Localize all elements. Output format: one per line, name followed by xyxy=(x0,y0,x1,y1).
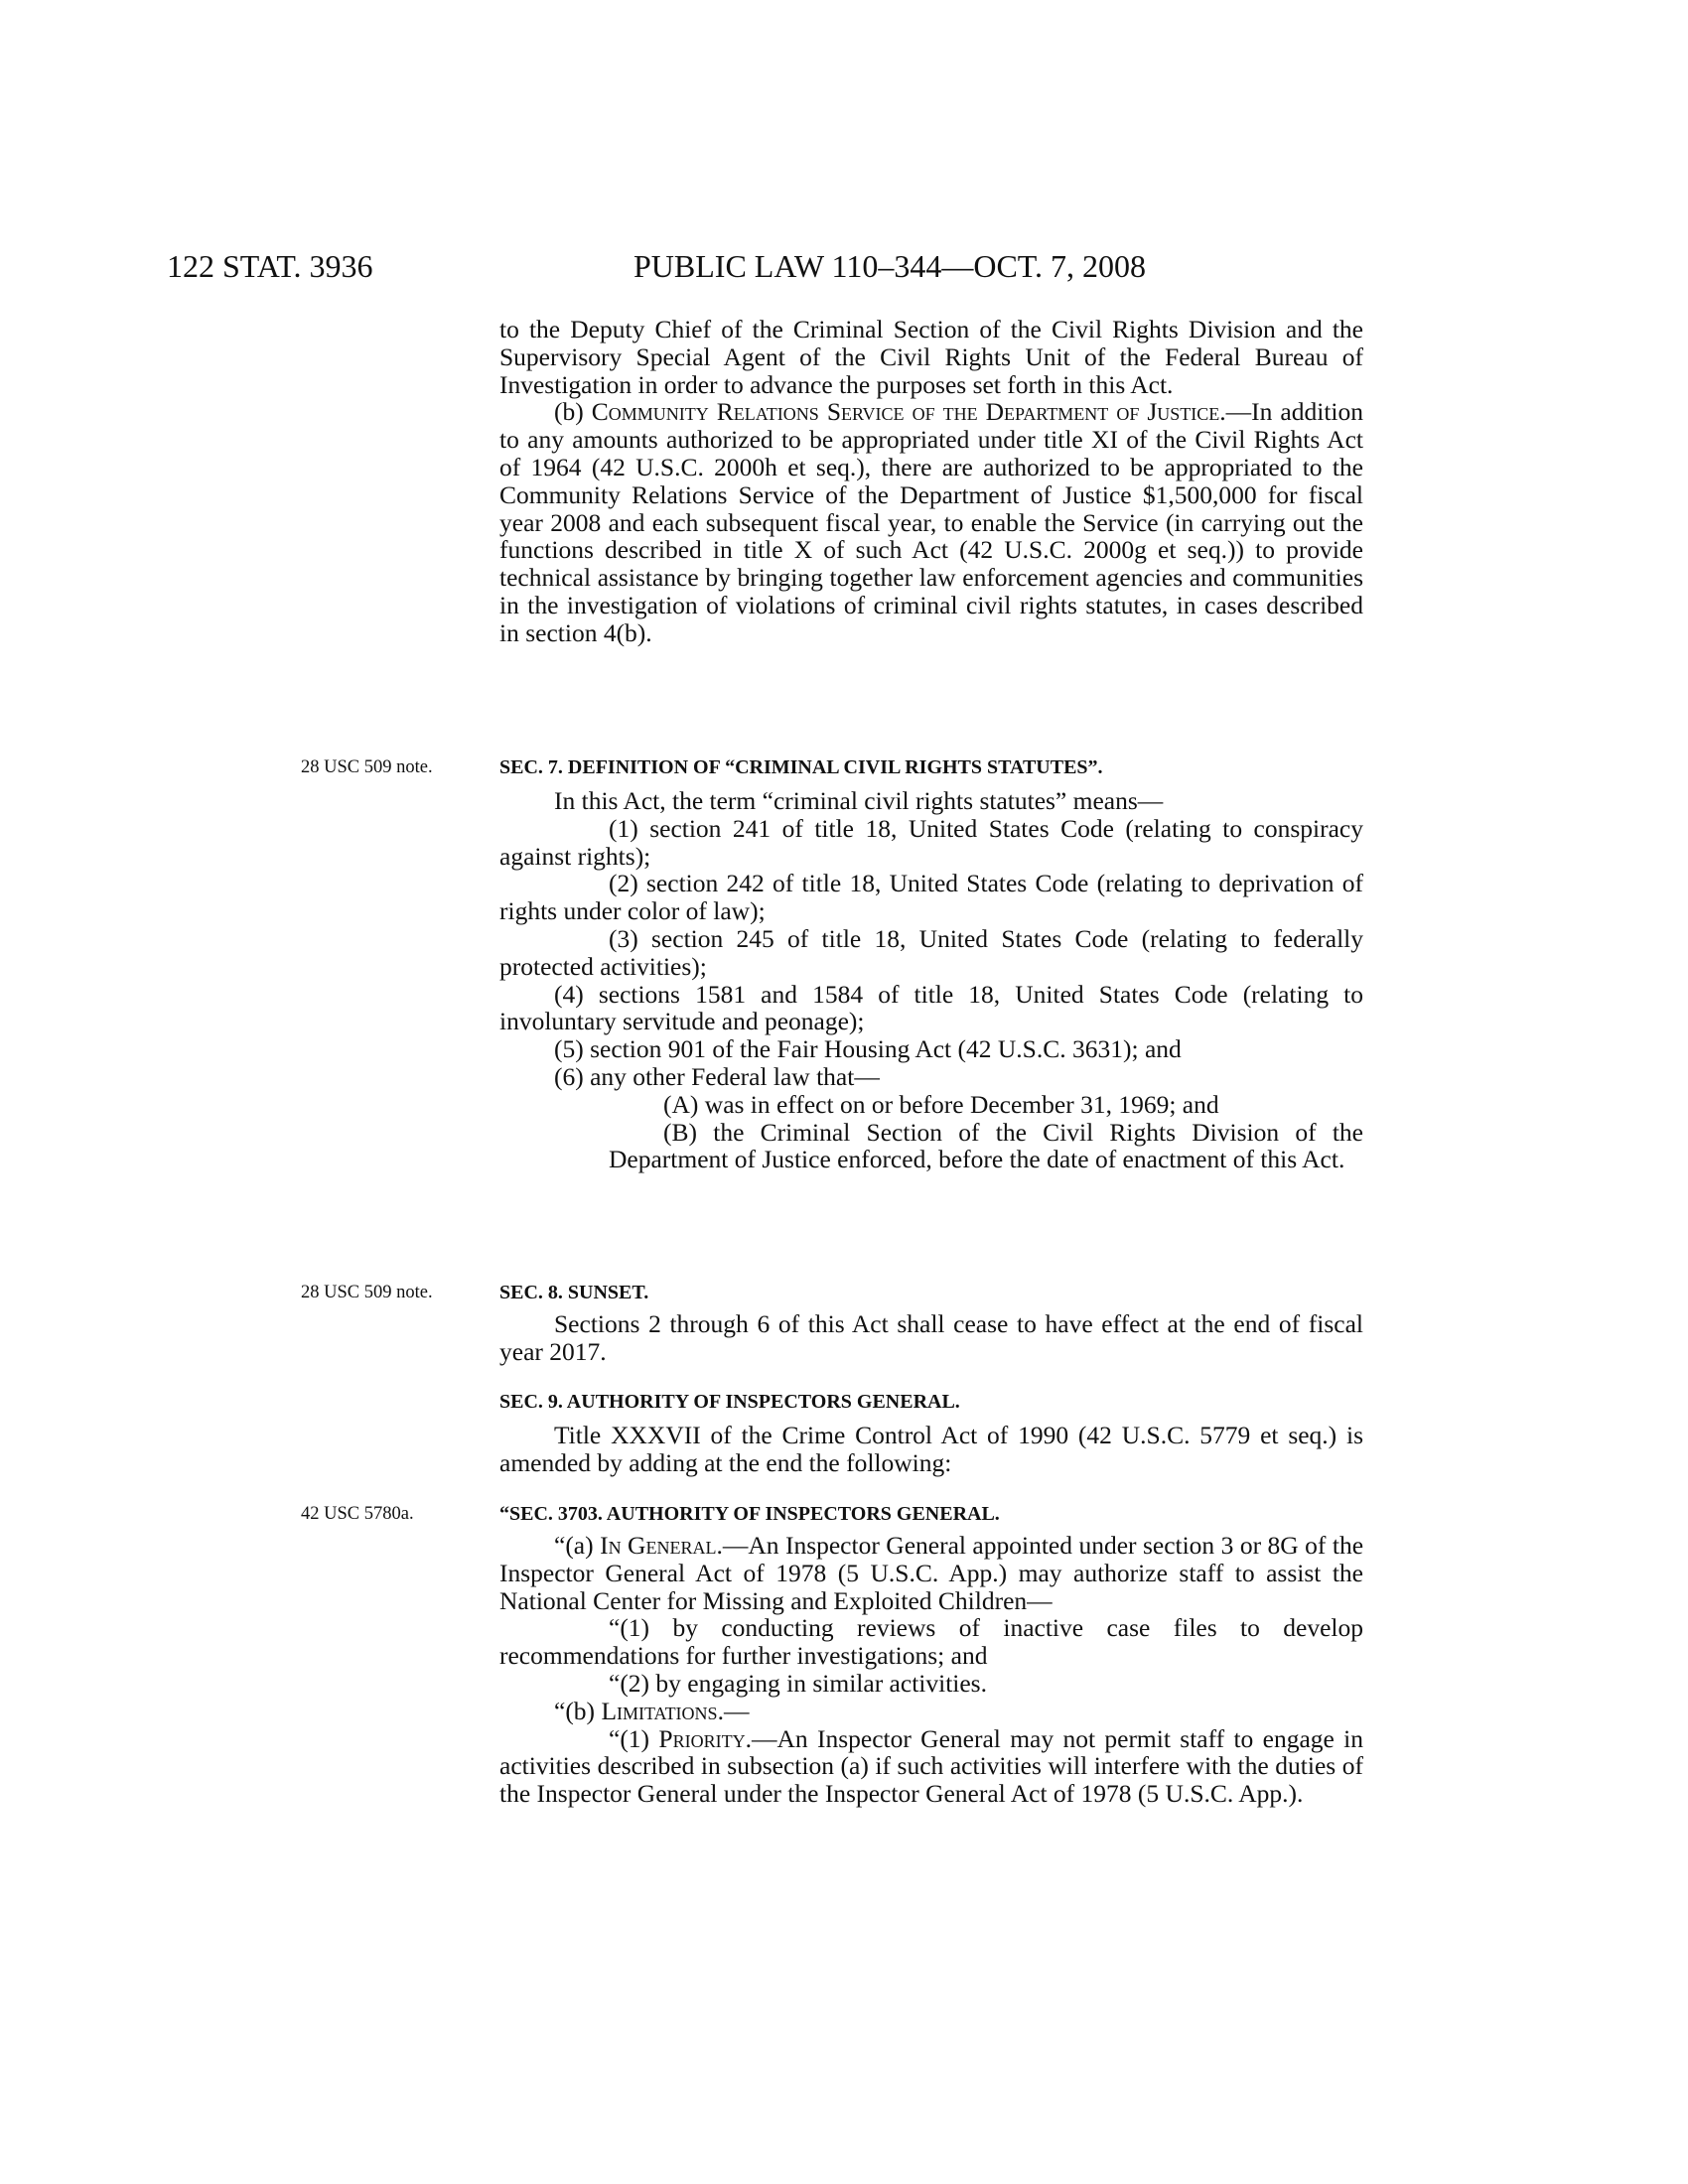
sec8-text: Sections 2 through 6 of this Act shall cease to have effect at the end of fiscal year 2017. xyxy=(499,1309,1363,1366)
b1-heading: Priority. xyxy=(658,1723,752,1753)
sec7-subitem: (B) the Criminal Section of the Civil Rights Division of the Department of Justice enforced, before the date of enactment of this Act. xyxy=(609,1117,1363,1174)
sec7-lead: In this Act, the term “criminal civil rights statutes” means— xyxy=(554,786,1164,815)
subsection-a-heading: In General. xyxy=(600,1531,723,1560)
sec3703-margin-note: 42 USC 5780a. xyxy=(301,1504,414,1524)
sec3703-body xyxy=(499,1532,1363,1808)
sec7-heading: SEC. 7. DEFINITION OF “CRIMINAL CIVIL RIGHTS STATUTES”. xyxy=(499,756,1103,778)
sec3703-a-item: “(2) by engaging in similar activities. xyxy=(609,1668,987,1698)
section-6-continuation xyxy=(499,316,1363,647)
sec9-text: Title XXXVII of the Crime Control Act of 1990 (42 U.S.C. 5779 et seq.) is amended by adding at the end the following: xyxy=(499,1421,1363,1477)
subsection-a-text: —An Inspector General appointed under section 3 or 8G of the Inspector General Act of 1978 (5 U.S.C. App.) may authorize staff to assist the National Center for Missing and Exploited Children— xyxy=(499,1531,1364,1615)
subsection-b-paragraph xyxy=(499,398,1363,646)
sec9-heading: SEC. 9. AUTHORITY OF INSPECTORS GENERAL. xyxy=(499,1391,960,1413)
sec7-item: (5) section 901 of the Fair Housing Act (42 U.S.C. 3631); and xyxy=(554,1034,1182,1064)
sec3703-a-item: “(1) by conducting reviews of inactive case files to develop recommendations for further investigations; and xyxy=(499,1613,1363,1671)
b1-text: —An Inspector General may not permit staff to engage in activities described in subsection (a) if such activities will interfere with the duties of the Inspector General under the Inspector General Act of 1978 (5 U.S.C. App.). xyxy=(499,1723,1364,1809)
sec3703-b1-paragraph xyxy=(499,1725,1363,1808)
subsection-b-label: (b) xyxy=(554,397,584,427)
subsection-b-label-3703: “(b) xyxy=(554,1696,596,1725)
b1-label: “(1) xyxy=(609,1723,650,1753)
sec3703-heading: “SEC. 3703. AUTHORITY OF INSPECTORS GENERAL. xyxy=(499,1503,1000,1525)
sec8-heading: SEC. 8. SUNSET. xyxy=(499,1282,649,1303)
subsection-a-label: “(a) xyxy=(554,1531,594,1560)
public-law-header: PUBLIC LAW 110–344—OCT. 7, 2008 xyxy=(633,248,1146,284)
sec7-subitem: (A) was in effect on or before December 31, 1969; and xyxy=(663,1089,1219,1119)
sec7-item: (2) section 242 of title 18, United States Code (relating to deprivation of rights under color of law); xyxy=(499,869,1363,926)
subsection-b-dash: — xyxy=(723,1696,750,1725)
sec7-margin-note: 28 USC 509 note. xyxy=(301,757,433,777)
sec7-item: (4) sections 1581 and 1584 of title 18, United States Code (relating to involuntary servitude and peonage); xyxy=(499,979,1363,1036)
subsection-b-heading: Community Relations Service of the Department of Justice. xyxy=(591,397,1226,427)
sec9-body xyxy=(499,1422,1363,1477)
stat-page-number: 122 STAT. 3936 xyxy=(167,248,373,284)
sec7-item: (1) section 241 of title 18, United States Code (relating to conspiracy against rights); xyxy=(499,813,1363,871)
sec7-item: (3) section 245 of title 18, United States Code (relating to federally protected activities); xyxy=(499,923,1363,981)
continuation-paragraph: to the Deputy Chief of the Criminal Section of the Civil Rights Division and the Supervisory Special Agent of the Civil Rights Unit of the Federal Bureau of Investigation in order to advance the purposes set forth in this Act. xyxy=(499,315,1363,399)
subsection-b-text: —In addition to any amounts authorized to be appropriated under title XI of the Civil Rights Act of 1964 (42 U.S.C. 2000h et seq.), there are authorized to be appropriated to the Community Relations Service of the Department of Justice $1,500,000 for fiscal year 2008 and each subsequent fiscal year, to enable the Service (in carrying out the functions described in title X of such Act (42 U.S.C. 2000g et seq.)) to provide technical assistance by bringing together law enforcement agencies and communities in the investigation of violations of criminal civil rights statutes, in cases described in section 4(b). xyxy=(499,397,1363,647)
sec7-item: (6) any other Federal law that— xyxy=(554,1061,880,1091)
sec3703-subsection-a xyxy=(499,1532,1363,1614)
sec8-body xyxy=(499,1310,1363,1366)
sec8-margin-note: 28 USC 509 note. xyxy=(301,1283,433,1302)
sec3703-subsection-b xyxy=(499,1698,1363,1725)
subsection-b-heading-3703: Limitations. xyxy=(601,1696,724,1725)
sec7-body xyxy=(499,787,1363,1173)
